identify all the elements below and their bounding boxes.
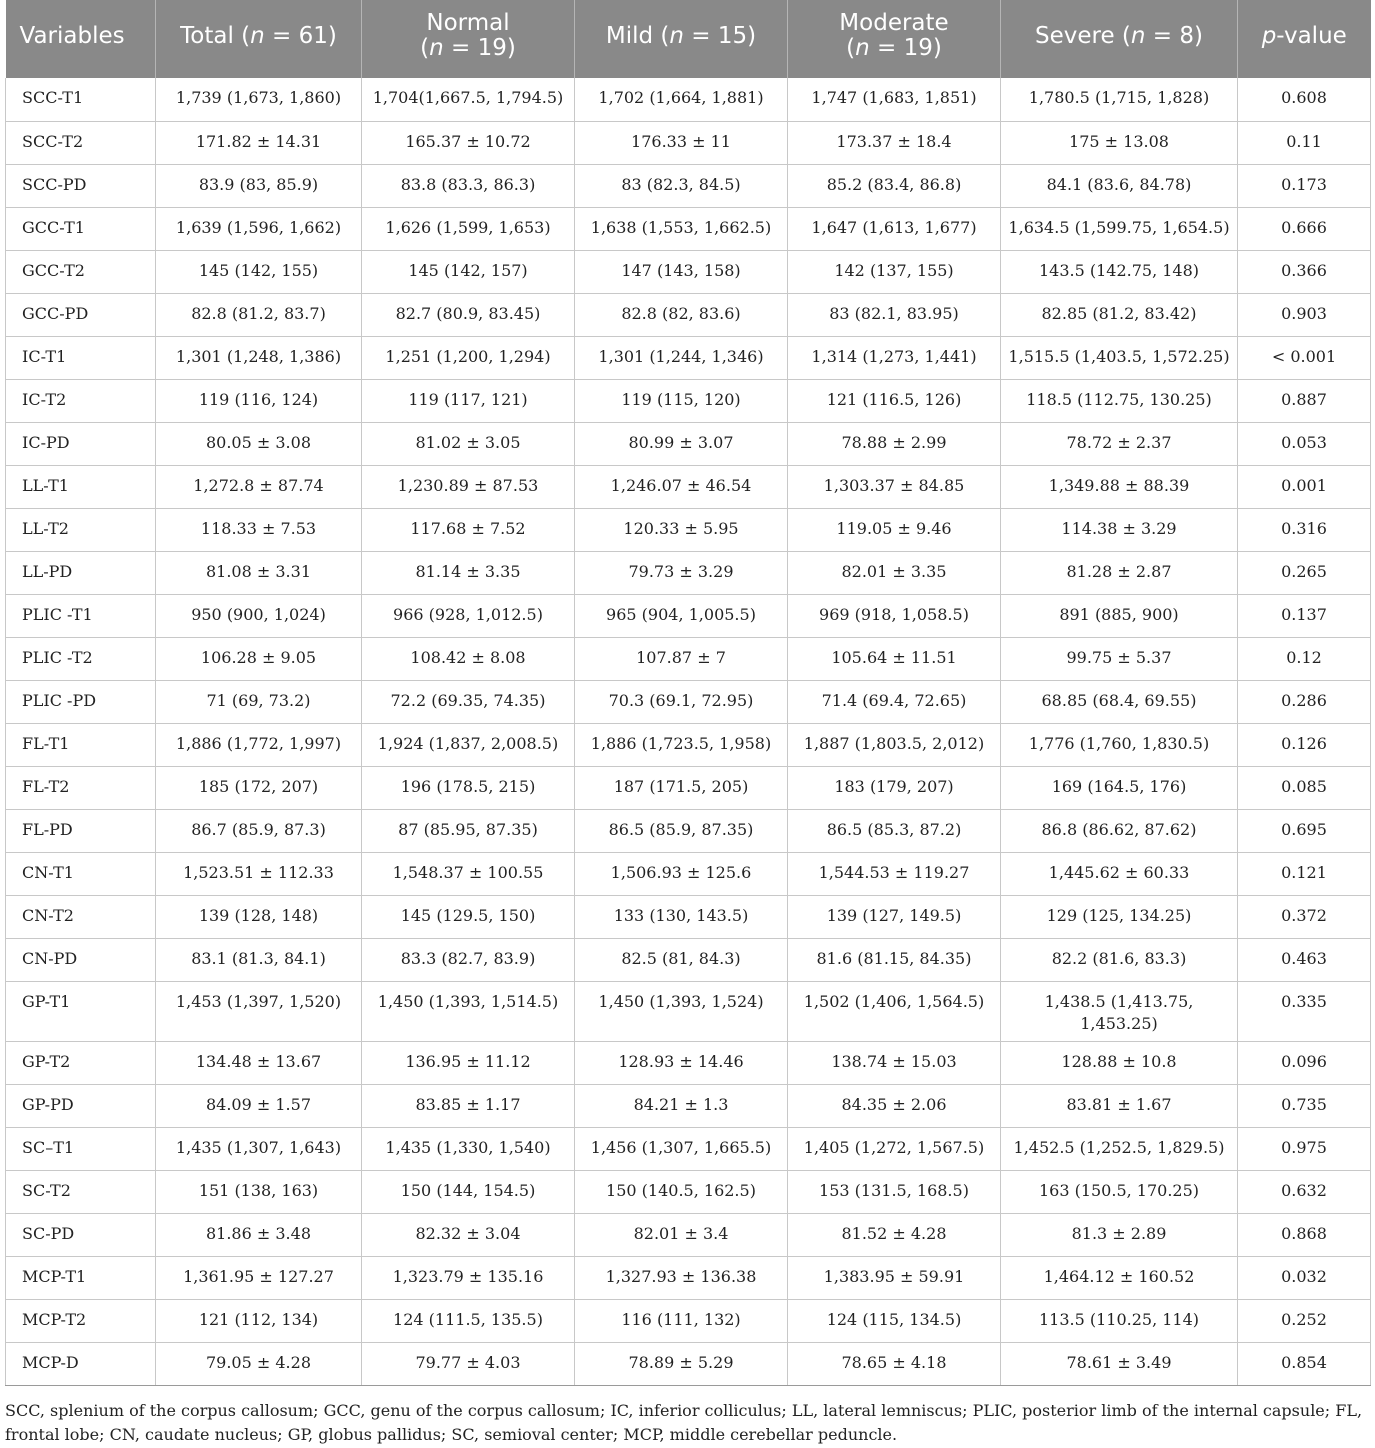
cell-severe: 78.72 ± 2.37 — [1001, 422, 1238, 465]
cell-p-value: 0.11 — [1238, 121, 1371, 164]
cell-normal: 165.37 ± 10.72 — [362, 121, 575, 164]
cell-normal: 83.3 (82.7, 83.9) — [362, 938, 575, 981]
table-row — [6, 1127, 1371, 1170]
cell-normal: 966 (928, 1,012.5) — [362, 594, 575, 637]
cell-normal: 1,924 (1,837, 2,008.5) — [362, 723, 575, 766]
cell-severe: 1,349.88 ± 88.39 — [1001, 465, 1238, 508]
cell-variable: SC-T2 — [6, 1170, 156, 1213]
cell-variable: LL-T2 — [6, 508, 156, 551]
cell-p-value: 0.085 — [1238, 766, 1371, 809]
cell-total: 118.33 ± 7.53 — [156, 508, 362, 551]
header-moderate: Moderate (n = 19) — [788, 0, 1001, 78]
cell-total: 1,453 (1,397, 1,520) — [156, 981, 362, 1041]
cell-p-value: 0.903 — [1238, 293, 1371, 336]
cell-p-value: 0.608 — [1238, 78, 1371, 121]
table-row — [6, 766, 1371, 809]
cell-p-value: 0.463 — [1238, 938, 1371, 981]
cell-mild: 1,246.07 ± 46.54 — [575, 465, 788, 508]
table-row — [6, 723, 1371, 766]
cell-mild: 82.5 (81, 84.3) — [575, 938, 788, 981]
cell-severe: 128.88 ± 10.8 — [1001, 1041, 1238, 1084]
cell-variable: SC–T1 — [6, 1127, 156, 1170]
table-row — [6, 508, 1371, 551]
cell-mild: 147 (143, 158) — [575, 250, 788, 293]
cell-mild: 70.3 (69.1, 72.95) — [575, 680, 788, 723]
cell-normal: 81.02 ± 3.05 — [362, 422, 575, 465]
cell-moderate: 153 (131.5, 168.5) — [788, 1170, 1001, 1213]
cell-mild: 78.89 ± 5.29 — [575, 1342, 788, 1385]
cell-p-value: 0.868 — [1238, 1213, 1371, 1256]
cell-p-value: 0.173 — [1238, 164, 1371, 207]
cell-variable: CN-T1 — [6, 852, 156, 895]
cell-p-value: 0.366 — [1238, 250, 1371, 293]
table-row — [6, 981, 1371, 1041]
cell-variable: FL-T1 — [6, 723, 156, 766]
cell-mild: 80.99 ± 3.07 — [575, 422, 788, 465]
table-row — [6, 1084, 1371, 1127]
cell-severe: 163 (150.5, 170.25) — [1001, 1170, 1238, 1213]
cell-normal: 79.77 ± 4.03 — [362, 1342, 575, 1385]
cell-severe: 143.5 (142.75, 148) — [1001, 250, 1238, 293]
cell-total: 81.86 ± 3.48 — [156, 1213, 362, 1256]
cell-mild: 82.8 (82, 83.6) — [575, 293, 788, 336]
cell-variable: GCC-T1 — [6, 207, 156, 250]
cell-mild: 1,638 (1,553, 1,662.5) — [575, 207, 788, 250]
cell-mild: 128.93 ± 14.46 — [575, 1041, 788, 1084]
cell-variable: GCC-T2 — [6, 250, 156, 293]
header-severe: Severe (n = 8) — [1001, 0, 1238, 78]
table-row — [6, 680, 1371, 723]
cell-normal: 1,323.79 ± 135.16 — [362, 1256, 575, 1299]
cell-severe: 1,452.5 (1,252.5, 1,829.5) — [1001, 1127, 1238, 1170]
cell-normal: 81.14 ± 3.35 — [362, 551, 575, 594]
cell-severe: 1,464.12 ± 160.52 — [1001, 1256, 1238, 1299]
cell-p-value: 0.632 — [1238, 1170, 1371, 1213]
cell-severe: 86.8 (86.62, 87.62) — [1001, 809, 1238, 852]
cell-mild: 187 (171.5, 205) — [575, 766, 788, 809]
table-row — [6, 809, 1371, 852]
header-row — [6, 0, 1371, 78]
cell-variable: GP-PD — [6, 1084, 156, 1127]
cell-p-value: < 0.001 — [1238, 336, 1371, 379]
cell-variable: MCP-T1 — [6, 1256, 156, 1299]
cell-normal: 196 (178.5, 215) — [362, 766, 575, 809]
cell-normal: 1,704(1,667.5, 1,794.5) — [362, 78, 575, 121]
cell-total: 151 (138, 163) — [156, 1170, 362, 1213]
cell-moderate: 183 (179, 207) — [788, 766, 1001, 809]
cell-severe: 1,634.5 (1,599.75, 1,654.5) — [1001, 207, 1238, 250]
cell-normal: 72.2 (69.35, 74.35) — [362, 680, 575, 723]
cell-mild: 83 (82.3, 84.5) — [575, 164, 788, 207]
cell-moderate: 142 (137, 155) — [788, 250, 1001, 293]
cell-variable: PLIC -T2 — [6, 637, 156, 680]
cell-normal: 150 (144, 154.5) — [362, 1170, 575, 1213]
cell-mild: 133 (130, 143.5) — [575, 895, 788, 938]
cell-variable: SC-PD — [6, 1213, 156, 1256]
table-row — [6, 250, 1371, 293]
cell-mild: 176.33 ± 11 — [575, 121, 788, 164]
cell-variable: IC-PD — [6, 422, 156, 465]
cell-p-value: 0.335 — [1238, 981, 1371, 1041]
cell-normal: 87 (85.95, 87.35) — [362, 809, 575, 852]
cell-p-value: 0.121 — [1238, 852, 1371, 895]
cell-moderate: 78.88 ± 2.99 — [788, 422, 1001, 465]
cell-mild: 1,450 (1,393, 1,524) — [575, 981, 788, 1041]
cell-total: 106.28 ± 9.05 — [156, 637, 362, 680]
cell-normal: 1,626 (1,599, 1,653) — [362, 207, 575, 250]
cell-variable: FL-T2 — [6, 766, 156, 809]
cell-normal: 145 (129.5, 150) — [362, 895, 575, 938]
cell-variable: SCC-PD — [6, 164, 156, 207]
cell-moderate: 81.6 (81.15, 84.35) — [788, 938, 1001, 981]
cell-normal: 145 (142, 157) — [362, 250, 575, 293]
cell-variable: CN-T2 — [6, 895, 156, 938]
cell-moderate: 124 (115, 134.5) — [788, 1299, 1001, 1342]
header-variables: Variables — [6, 0, 156, 78]
table-row — [6, 336, 1371, 379]
cell-variable: IC-T1 — [6, 336, 156, 379]
cell-p-value: 0.265 — [1238, 551, 1371, 594]
cell-normal: 1,548.37 ± 100.55 — [362, 852, 575, 895]
cell-severe: 68.85 (68.4, 69.55) — [1001, 680, 1238, 723]
cell-p-value: 0.286 — [1238, 680, 1371, 723]
cell-moderate: 81.52 ± 4.28 — [788, 1213, 1001, 1256]
cell-moderate: 71.4 (69.4, 72.65) — [788, 680, 1001, 723]
cell-total: 171.82 ± 14.31 — [156, 121, 362, 164]
cell-total: 71 (69, 73.2) — [156, 680, 362, 723]
cell-mild: 1,456 (1,307, 1,665.5) — [575, 1127, 788, 1170]
table-row — [6, 551, 1371, 594]
table-row — [6, 121, 1371, 164]
cell-total: 84.09 ± 1.57 — [156, 1084, 362, 1127]
cell-p-value: 0.695 — [1238, 809, 1371, 852]
cell-mild: 79.73 ± 3.29 — [575, 551, 788, 594]
cell-p-value: 0.137 — [1238, 594, 1371, 637]
cell-severe: 118.5 (112.75, 130.25) — [1001, 379, 1238, 422]
table-body — [6, 78, 1371, 1385]
cell-total: 86.7 (85.9, 87.3) — [156, 809, 362, 852]
table-row — [6, 1299, 1371, 1342]
cell-total: 950 (900, 1,024) — [156, 594, 362, 637]
header-mild: Mild (n = 15) — [575, 0, 788, 78]
table-row — [6, 379, 1371, 422]
cell-moderate: 1,314 (1,273, 1,441) — [788, 336, 1001, 379]
cell-total: 139 (128, 148) — [156, 895, 362, 938]
table-row — [6, 1256, 1371, 1299]
cell-severe: 1,515.5 (1,403.5, 1,572.25) — [1001, 336, 1238, 379]
cell-mild: 116 (111, 132) — [575, 1299, 788, 1342]
cell-moderate: 1,405 (1,272, 1,567.5) — [788, 1127, 1001, 1170]
cell-p-value: 0.252 — [1238, 1299, 1371, 1342]
cell-total: 1,739 (1,673, 1,860) — [156, 78, 362, 121]
cell-moderate: 105.64 ± 11.51 — [788, 637, 1001, 680]
cell-total: 1,886 (1,772, 1,997) — [156, 723, 362, 766]
cell-p-value: 0.975 — [1238, 1127, 1371, 1170]
cell-total: 82.8 (81.2, 83.7) — [156, 293, 362, 336]
cell-mild: 84.21 ± 1.3 — [575, 1084, 788, 1127]
cell-mild: 119 (115, 120) — [575, 379, 788, 422]
cell-normal: 83.85 ± 1.17 — [362, 1084, 575, 1127]
cell-normal: 124 (111.5, 135.5) — [362, 1299, 575, 1342]
cell-mild: 965 (904, 1,005.5) — [575, 594, 788, 637]
cell-p-value: 0.316 — [1238, 508, 1371, 551]
cell-mild: 1,327.93 ± 136.38 — [575, 1256, 788, 1299]
table-row — [6, 594, 1371, 637]
cell-mild: 120.33 ± 5.95 — [575, 508, 788, 551]
cell-moderate: 969 (918, 1,058.5) — [788, 594, 1001, 637]
cell-normal: 82.32 ± 3.04 — [362, 1213, 575, 1256]
cell-mild: 86.5 (85.9, 87.35) — [575, 809, 788, 852]
cell-variable: IC-T2 — [6, 379, 156, 422]
table-row — [6, 1213, 1371, 1256]
cell-severe: 81.28 ± 2.87 — [1001, 551, 1238, 594]
table-row — [6, 465, 1371, 508]
cell-variable: MCP-D — [6, 1342, 156, 1385]
cell-severe: 78.61 ± 3.49 — [1001, 1342, 1238, 1385]
cell-severe: 1,776 (1,760, 1,830.5) — [1001, 723, 1238, 766]
cell-severe: 1,445.62 ± 60.33 — [1001, 852, 1238, 895]
cell-total: 185 (172, 207) — [156, 766, 362, 809]
cell-normal: 117.68 ± 7.52 — [362, 508, 575, 551]
cell-normal: 82.7 (80.9, 83.45) — [362, 293, 575, 336]
table-row — [6, 293, 1371, 336]
cell-total: 1,435 (1,307, 1,643) — [156, 1127, 362, 1170]
cell-total: 119 (116, 124) — [156, 379, 362, 422]
cell-normal: 119 (117, 121) — [362, 379, 575, 422]
cell-moderate: 139 (127, 149.5) — [788, 895, 1001, 938]
cell-total: 1,272.8 ± 87.74 — [156, 465, 362, 508]
cell-moderate: 1,887 (1,803.5, 2,012) — [788, 723, 1001, 766]
cell-severe: 1,780.5 (1,715, 1,828) — [1001, 78, 1238, 121]
cell-moderate: 121 (116.5, 126) — [788, 379, 1001, 422]
cell-total: 1,523.51 ± 112.33 — [156, 852, 362, 895]
table-row — [6, 207, 1371, 250]
cell-variable: SCC-T1 — [6, 78, 156, 121]
cell-variable: LL-PD — [6, 551, 156, 594]
data-table — [5, 0, 1371, 1386]
table-header — [6, 0, 1371, 78]
cell-moderate: 84.35 ± 2.06 — [788, 1084, 1001, 1127]
cell-normal: 1,450 (1,393, 1,514.5) — [362, 981, 575, 1041]
table-row — [6, 895, 1371, 938]
cell-moderate: 138.74 ± 15.03 — [788, 1041, 1001, 1084]
table-row — [6, 422, 1371, 465]
cell-p-value: 0.096 — [1238, 1041, 1371, 1084]
cell-mild: 107.87 ± 7 — [575, 637, 788, 680]
cell-variable: FL-PD — [6, 809, 156, 852]
cell-variable: LL-T1 — [6, 465, 156, 508]
cell-total: 1,639 (1,596, 1,662) — [156, 207, 362, 250]
table-row — [6, 852, 1371, 895]
cell-moderate: 1,383.95 ± 59.91 — [788, 1256, 1001, 1299]
cell-total: 1,361.95 ± 127.27 — [156, 1256, 362, 1299]
cell-mild: 1,506.93 ± 125.6 — [575, 852, 788, 895]
table-row — [6, 164, 1371, 207]
cell-severe: 891 (885, 900) — [1001, 594, 1238, 637]
cell-total: 134.48 ± 13.67 — [156, 1041, 362, 1084]
cell-moderate: 1,303.37 ± 84.85 — [788, 465, 1001, 508]
header-normal: Normal (n = 19) — [362, 0, 575, 78]
cell-moderate: 86.5 (85.3, 87.2) — [788, 809, 1001, 852]
cell-mild: 82.01 ± 3.4 — [575, 1213, 788, 1256]
table-row — [6, 1170, 1371, 1213]
cell-mild: 1,886 (1,723.5, 1,958) — [575, 723, 788, 766]
cell-variable: GCC-PD — [6, 293, 156, 336]
cell-variable: SCC-T2 — [6, 121, 156, 164]
cell-total: 81.08 ± 3.31 — [156, 551, 362, 594]
cell-p-value: 0.372 — [1238, 895, 1371, 938]
cell-p-value: 0.735 — [1238, 1084, 1371, 1127]
cell-p-value: 0.12 — [1238, 637, 1371, 680]
cell-severe: 114.38 ± 3.29 — [1001, 508, 1238, 551]
cell-severe: 99.75 ± 5.37 — [1001, 637, 1238, 680]
cell-normal: 136.95 ± 11.12 — [362, 1041, 575, 1084]
cell-moderate: 85.2 (83.4, 86.8) — [788, 164, 1001, 207]
cell-variable: MCP-T2 — [6, 1299, 156, 1342]
cell-total: 1,301 (1,248, 1,386) — [156, 336, 362, 379]
cell-normal: 1,251 (1,200, 1,294) — [362, 336, 575, 379]
table-row — [6, 1041, 1371, 1084]
cell-total: 83.9 (83, 85.9) — [156, 164, 362, 207]
cell-total: 80.05 ± 3.08 — [156, 422, 362, 465]
cell-variable: CN-PD — [6, 938, 156, 981]
cell-variable: PLIC -T1 — [6, 594, 156, 637]
table-row — [6, 78, 1371, 121]
cell-variable: GP-T2 — [6, 1041, 156, 1084]
table-footnote: SCC, splenium of the corpus callosum; GCC, genu of the corpus callosum; IC, inferior colliculus; LL, lateral lemniscus; PLIC, posterior limb of the internal capsule; FL, frontal lobe; CN, caudate nucleus; GP, globus pallidus; SC, semioval center; MCP, middle cerebellar peduncle. — [5, 1401, 1363, 1444]
header-p-value: p-value — [1238, 0, 1371, 78]
cell-moderate: 1,544.53 ± 119.27 — [788, 852, 1001, 895]
cell-p-value: 0.666 — [1238, 207, 1371, 250]
cell-normal: 1,435 (1,330, 1,540) — [362, 1127, 575, 1170]
cell-mild: 150 (140.5, 162.5) — [575, 1170, 788, 1213]
cell-severe: 1,438.5 (1,413.75, 1,453.25) — [1001, 981, 1238, 1041]
cell-normal: 83.8 (83.3, 86.3) — [362, 164, 575, 207]
cell-mild: 1,301 (1,244, 1,346) — [575, 336, 788, 379]
cell-total: 83.1 (81.3, 84.1) — [156, 938, 362, 981]
cell-moderate: 83 (82.1, 83.95) — [788, 293, 1001, 336]
cell-severe: 175 ± 13.08 — [1001, 121, 1238, 164]
cell-moderate: 78.65 ± 4.18 — [788, 1342, 1001, 1385]
cell-moderate: 173.37 ± 18.4 — [788, 121, 1001, 164]
cell-normal: 108.42 ± 8.08 — [362, 637, 575, 680]
cell-moderate: 1,747 (1,683, 1,851) — [788, 78, 1001, 121]
cell-total: 121 (112, 134) — [156, 1299, 362, 1342]
cell-severe: 84.1 (83.6, 84.78) — [1001, 164, 1238, 207]
cell-severe: 129 (125, 134.25) — [1001, 895, 1238, 938]
cell-severe: 82.85 (81.2, 83.42) — [1001, 293, 1238, 336]
cell-p-value: 0.053 — [1238, 422, 1371, 465]
table-row — [6, 938, 1371, 981]
cell-p-value: 0.001 — [1238, 465, 1371, 508]
header-total: Total (n = 61) — [156, 0, 362, 78]
cell-severe: 82.2 (81.6, 83.3) — [1001, 938, 1238, 981]
cell-total: 145 (142, 155) — [156, 250, 362, 293]
table-row — [6, 637, 1371, 680]
cell-severe: 81.3 ± 2.89 — [1001, 1213, 1238, 1256]
data-table-container — [5, 0, 1370, 1386]
cell-severe: 169 (164.5, 176) — [1001, 766, 1238, 809]
cell-total: 79.05 ± 4.28 — [156, 1342, 362, 1385]
cell-variable: PLIC -PD — [6, 680, 156, 723]
cell-variable: GP-T1 — [6, 981, 156, 1041]
cell-moderate: 82.01 ± 3.35 — [788, 551, 1001, 594]
cell-moderate: 119.05 ± 9.46 — [788, 508, 1001, 551]
cell-normal: 1,230.89 ± 87.53 — [362, 465, 575, 508]
cell-p-value: 0.887 — [1238, 379, 1371, 422]
cell-moderate: 1,502 (1,406, 1,564.5) — [788, 981, 1001, 1041]
cell-p-value: 0.032 — [1238, 1256, 1371, 1299]
cell-mild: 1,702 (1,664, 1,881) — [575, 78, 788, 121]
cell-p-value: 0.854 — [1238, 1342, 1371, 1385]
table-row — [6, 1342, 1371, 1385]
cell-severe: 113.5 (110.25, 114) — [1001, 1299, 1238, 1342]
cell-severe: 83.81 ± 1.67 — [1001, 1084, 1238, 1127]
cell-moderate: 1,647 (1,613, 1,677) — [788, 207, 1001, 250]
cell-p-value: 0.126 — [1238, 723, 1371, 766]
